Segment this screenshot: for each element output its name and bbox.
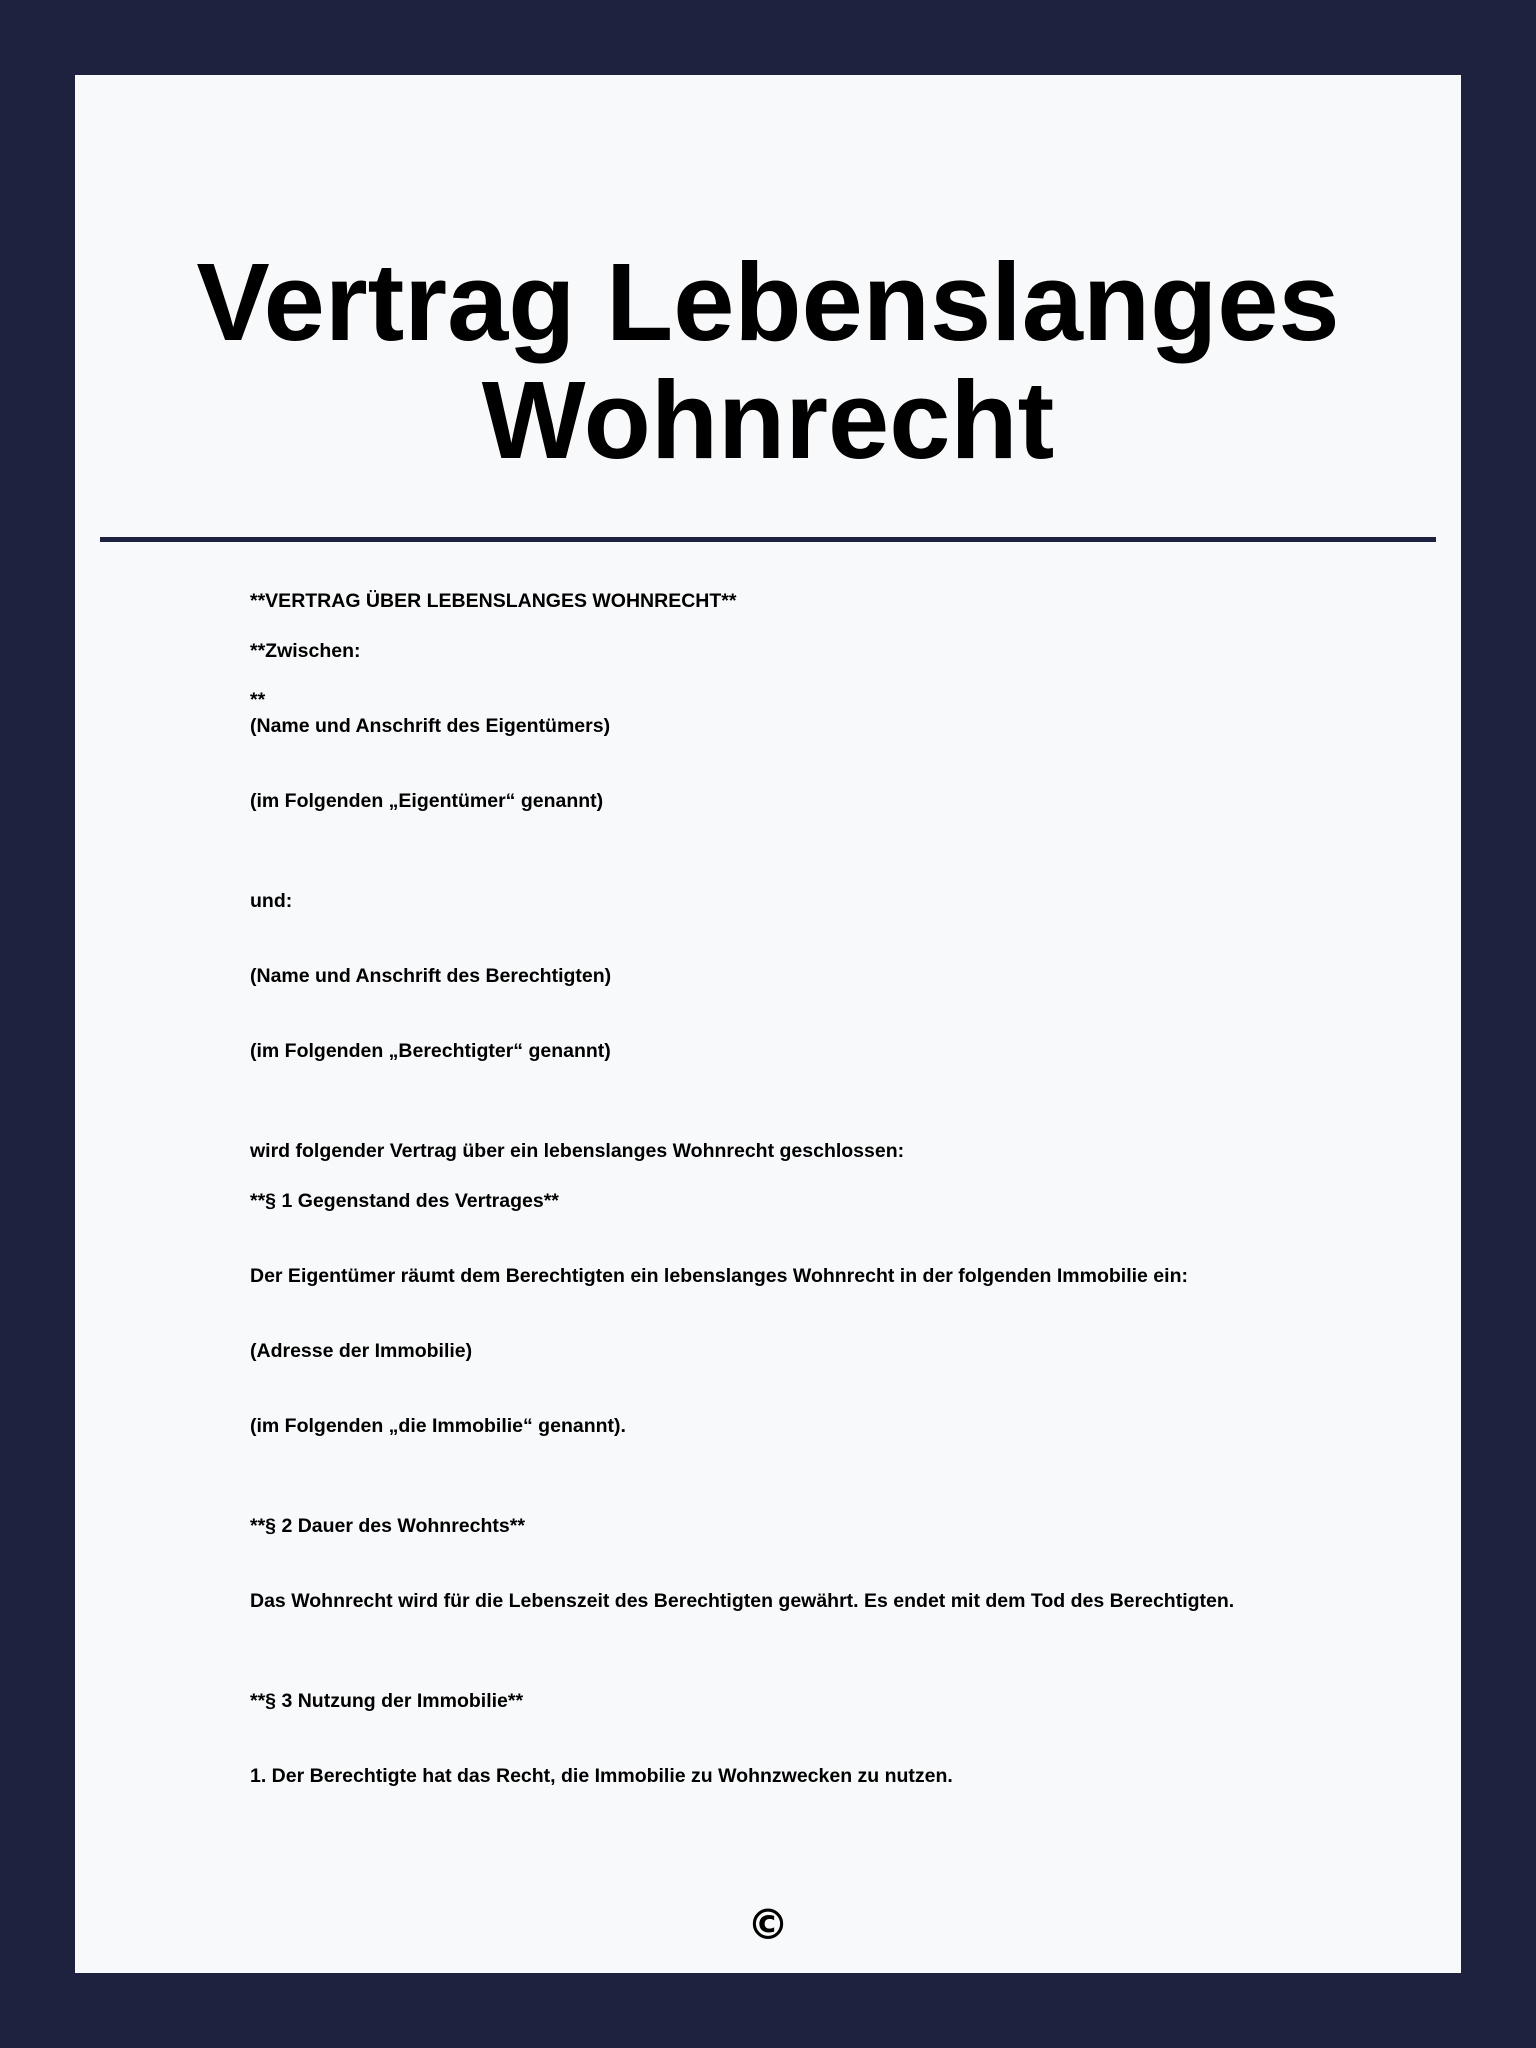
bold-marker: ** bbox=[250, 689, 266, 711]
beneficiary-placeholder: (Name und Anschrift des Berechtigten) bbox=[250, 965, 612, 987]
title-line-2: Wohnrecht bbox=[481, 359, 1055, 482]
and-separator: und: bbox=[250, 890, 293, 912]
section-2-text: Das Wohnrecht wird für die Lebenszeit des Berechtigten gewährt. Es endet mit dem Tod des Berechtigten. bbox=[250, 1590, 1235, 1612]
section-1-text: Der Eigentümer räumt dem Berechtigten ein lebenslanges Wohnrecht in der folgenden Immobilie ein: bbox=[250, 1265, 1188, 1287]
document-title bbox=[75, 241, 1461, 482]
owner-placeholder: (Name und Anschrift des Eigentümers) bbox=[250, 715, 611, 737]
section-1-heading: **§ 1 Gegenstand des Vertrages** bbox=[250, 1190, 559, 1212]
property-designation: (im Folgenden „die Immobilie“ genannt). bbox=[250, 1415, 626, 1437]
title-divider bbox=[100, 537, 1436, 542]
copyright-icon: © bbox=[747, 1900, 789, 1949]
property-address-placeholder: (Adresse der Immobilie) bbox=[250, 1340, 473, 1362]
document-page bbox=[75, 75, 1461, 1973]
title-line-1: Vertrag Lebenslanges bbox=[196, 241, 1340, 364]
beneficiary-designation: (im Folgenden „Berechtigter“ genannt) bbox=[250, 1040, 611, 1062]
section-2-heading: **§ 2 Dauer des Wohnrechts** bbox=[250, 1515, 525, 1537]
parties-intro: **Zwischen: bbox=[250, 640, 361, 662]
contract-heading: **VERTRAG ÜBER LEBENSLANGES WOHNRECHT** bbox=[250, 590, 737, 612]
section-3-item-1: 1. Der Berechtigte hat das Recht, die Immobilie zu Wohnzwecken zu nutzen. bbox=[250, 1765, 953, 1787]
owner-designation: (im Folgenden „Eigentümer“ genannt) bbox=[250, 790, 604, 812]
agreement-statement: wird folgender Vertrag über ein lebenslanges Wohnrecht geschlossen: bbox=[250, 1140, 905, 1162]
section-3-heading: **§ 3 Nutzung der Immobilie** bbox=[250, 1690, 524, 1712]
